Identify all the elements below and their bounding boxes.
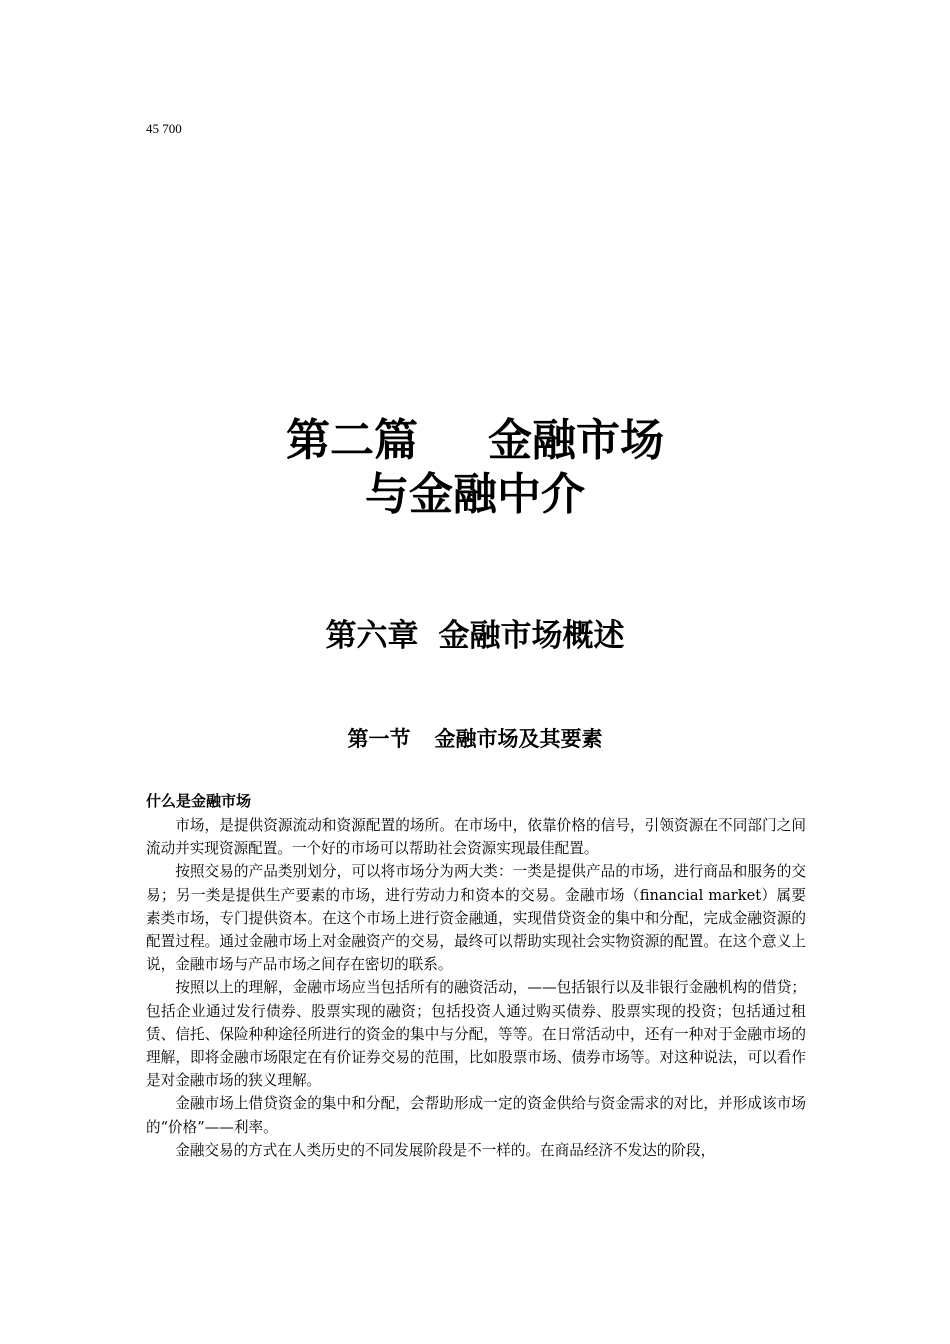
- paragraph: 金融交易的方式在人类历史的不同发展阶段是不一样的。在商品经济不发达的阶段，: [175, 1141, 716, 1159]
- part-label: 第二篇: [286, 415, 418, 466]
- section-label: 第一节: [347, 726, 411, 751]
- chapter-name: 金融市场概述: [438, 618, 625, 654]
- chapter-label: 第六章: [325, 618, 419, 654]
- paragraph: 按照以上的理解，金融市场应当包括所有的融资活动，——包括银行以及非银行金融机构的借贷；包括企业通过发行债券、股票实现的融资；包括投资人通过购买债券、股票实现的投资；包括通过租赁、信托、保险种种途径所进行的资金的集中与分配，等等。在日常活动中，还有一种对于金融市场的理解，即将金融市场限定在有价证券交易的范围，比如股票市场、债券市场等。对这种说法，可以看作是对金融市场的狭义理解。: [146, 979, 806, 1090]
- subheading: 什么是金融市场: [146, 792, 252, 810]
- section-title: [0, 724, 950, 754]
- paragraph: 按照交易的产品类别划分，可以将市场分为两大类：一类是提供产品的市场，进行商品和服务的交易；另一类是提供生产要素的市场，进行劳动力和资本的交易。金融市场（financial market）属要素类市场，专门提供资本。在这个市场上进行资金融通，实现借贷资金的集中和分配，完成金融资源的配置过程。通过金融市场上对金融资产的交易，最终可以帮助实现社会实物资源的配置。在这个意义上说，金融市场与产品市场之间存在密切的联系。: [146, 863, 806, 974]
- paragraph: 市场，是提供资源流动和资源配置的场所。在市场中，依靠价格的信号，引领资源在不同部门之间流动并实现资源配置。一个好的市场可以帮助社会资源实现最佳配置。: [146, 817, 806, 858]
- part-title: [0, 414, 950, 522]
- body-text: [146, 814, 806, 1162]
- page-header-number: 45 700: [146, 121, 182, 136]
- part-name-second: 与金融中介: [365, 469, 585, 520]
- part-title-line-1: [0, 414, 950, 468]
- section-name: 金融市场及其要素: [434, 726, 603, 751]
- part-name-first: 金融市场: [488, 415, 664, 466]
- chapter-title: [0, 616, 950, 656]
- paragraph: 金融市场上借贷资金的集中和分配，会帮助形成一定的资金供给与资金需求的对比，并形成该市场的“价格”——利率。: [146, 1095, 806, 1136]
